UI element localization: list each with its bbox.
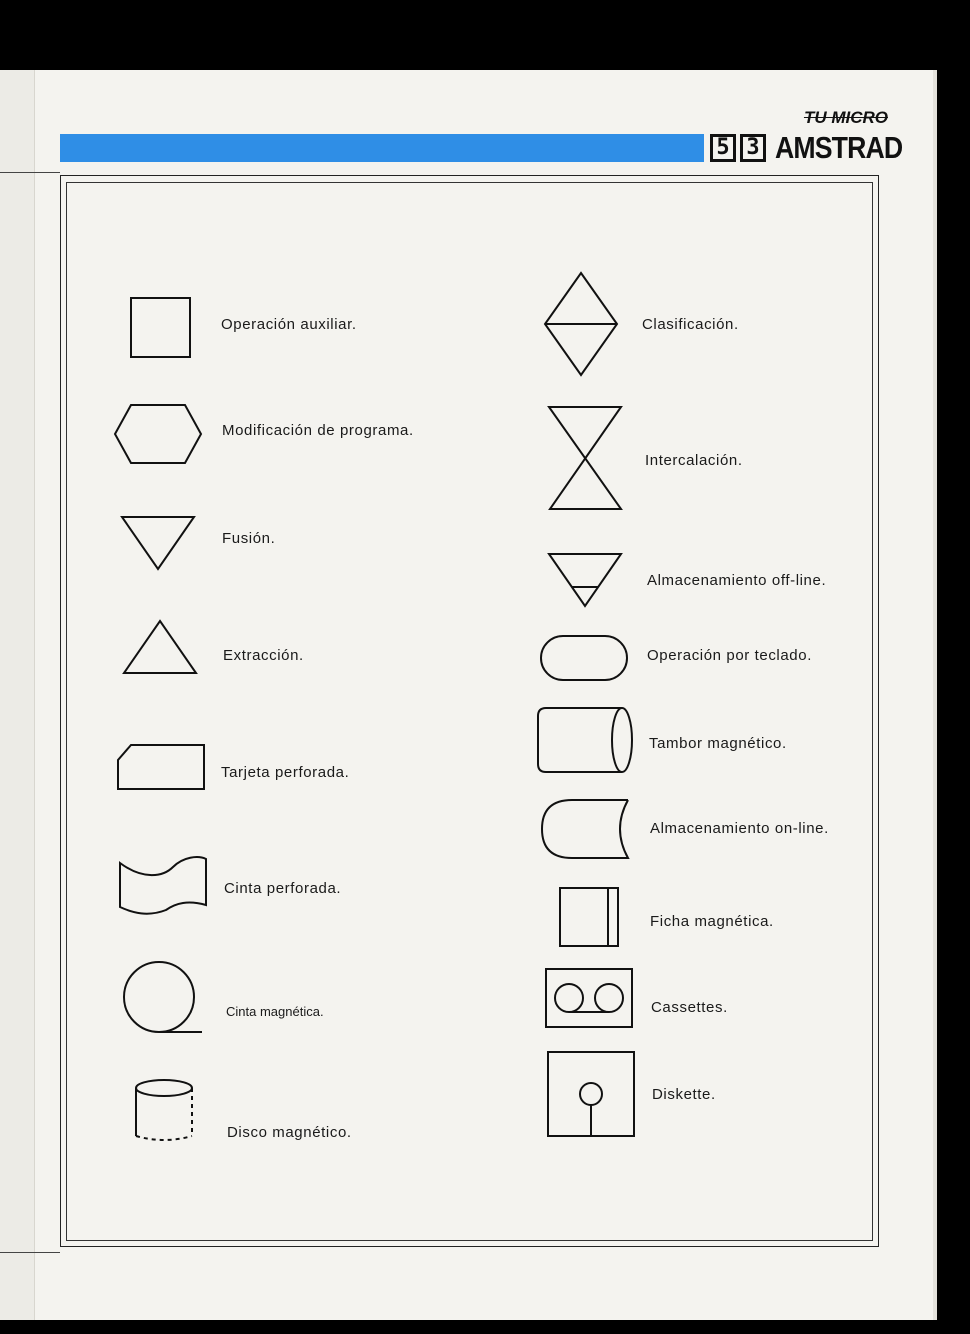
symbol-label: Extracción. — [223, 647, 304, 664]
symbol-label: Cinta magnética. — [226, 1004, 324, 1019]
square-symbol-icon — [130, 297, 192, 359]
symbol-label: Tambor magnético. — [649, 735, 787, 752]
hexagon-symbol-icon — [114, 404, 204, 466]
offline-storage-symbol-icon — [548, 553, 624, 609]
symbol-label: Operación auxiliar. — [221, 316, 357, 333]
divider — [0, 172, 60, 173]
cassette-symbol-icon — [544, 967, 636, 1031]
magnetic-card-symbol-icon — [558, 886, 622, 950]
divider — [0, 1252, 60, 1253]
hourglass-collate-symbol-icon — [548, 406, 624, 512]
symbol-label: Modificación de programa. — [222, 422, 414, 439]
punched-card-symbol-icon — [117, 744, 207, 792]
symbol-label: Clasificación. — [642, 316, 739, 333]
magnetic-drum-symbol-icon — [536, 706, 636, 774]
issue-number-digit: 5 — [710, 134, 736, 162]
punched-tape-symbol-icon — [118, 855, 210, 915]
disk-symbol-icon — [134, 1078, 198, 1142]
symbol-label: Almacenamiento off-line. — [647, 572, 827, 589]
brand-logo: AMSTRAD — [775, 130, 903, 165]
symbol-label: Operación por teclado. — [647, 647, 812, 664]
page-edge — [933, 70, 937, 1320]
header-color-bar — [60, 134, 704, 162]
symbol-label: Tarjeta perforada. — [221, 764, 350, 781]
symbol-label: Fusión. — [222, 530, 276, 547]
triangle-down-symbol-icon — [121, 516, 197, 572]
symbol-label: Cinta perforada. — [224, 880, 342, 897]
facing-page-edge — [0, 70, 35, 1320]
symbol-label: Intercalación. — [645, 452, 743, 469]
triangle-up-symbol-icon — [123, 620, 199, 676]
keyboard-operation-symbol-icon — [540, 635, 630, 683]
symbol-label: Disco magnético. — [227, 1124, 352, 1141]
diamond-sort-symbol-icon — [544, 272, 620, 378]
symbol-label: Almacenamiento on-line. — [650, 820, 829, 837]
symbol-label: Ficha magnética. — [650, 913, 774, 930]
brand-tagline: TU MICRO — [803, 108, 888, 127]
symbol-label: Diskette. — [652, 1086, 716, 1103]
symbol-label: Cassettes. — [651, 999, 728, 1016]
issue-number-digit: 3 — [740, 134, 766, 162]
online-storage-symbol-icon — [540, 798, 632, 862]
diskette-symbol-icon — [546, 1050, 638, 1140]
magnetic-tape-symbol-icon — [122, 958, 204, 1040]
